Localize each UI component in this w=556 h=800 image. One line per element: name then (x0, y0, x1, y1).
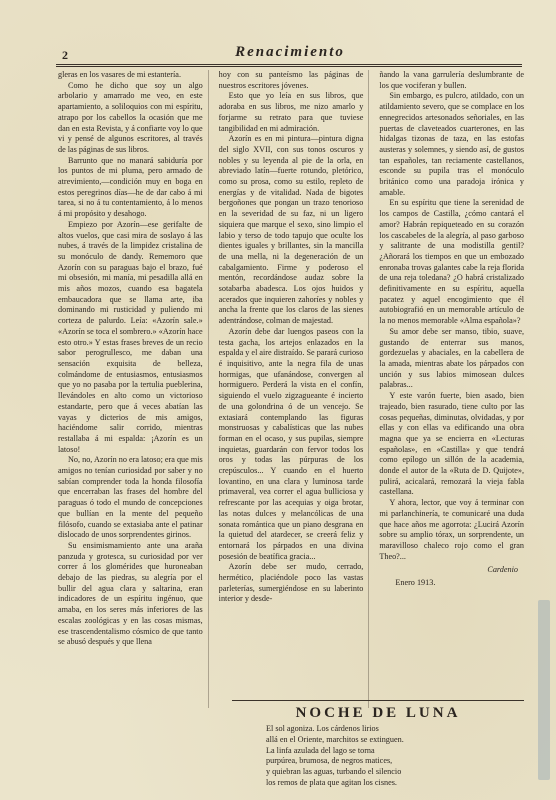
archive-stamp-mark (538, 600, 550, 780)
paragraph: Sin embargo, es pulcro, atildado, con un atildamiento severo, que se complace en los ennegrecidos artesonados señoriales, en las puertas de claveteados cuarterones, en las hidalgas tizonas de taza, en las estofas austeras y solemnes, y siendo así, de gustos tan españoles, tan reciamente castellanos, esconde su pupila tras el monóculo británico como una paradoja irónica y amable. (379, 91, 525, 197)
poem-lines (232, 724, 524, 789)
poem-line: El sol agoniza. Los cárdenos lirios (266, 724, 379, 733)
paragraph: Como he dicho que soy un algo arbolario y amarrado me veo, en este apartamiento, a soliloquios con mi espíritu, atrapo por los cabellos la ocasión que me dan en esta Revista, y á confiarte voy lo que vi y pensé de algunos escritores, al través de las páginas de sus libros. (58, 80, 203, 154)
paragraph: Esto que yo leía en sus libros, que adoraba en sus libros, me nizo amarlo y forjarme su retrato para que tuviese tangibilidad en mi admiración. (218, 91, 364, 133)
column-2 (219, 70, 370, 708)
poem-line: los remos de plata que agitan los cisnes. (266, 777, 397, 787)
article-date: Enero 1913. (395, 578, 436, 588)
paragraph: gleras en los vasares de mi estantería. (58, 70, 181, 79)
masthead-title: Renacimiento (235, 44, 345, 60)
paragraph: Su amor debe ser manso, tibio, suave, gustando de enterrar sus manos, gordezuelas y abaciales, en la cabellera de la amada, mientras abate los párpados con unción y sus labios mimosean dulces palabras... (379, 326, 525, 390)
paragraph: Empiezo por Azorín—ese gerifalte de altos vuelos, que casi mira de soslayo á las nubes, á través de la limpidez cristalina de su monóculo de dandy. Rememoro que Azorín con su paraguas bajo el brazo, fué mi obsesión, mi manía, mi pesadilla allá en mis años mozos, cuando esa bagatela embaucadora que se llama arte, iba dominando mi rusticidad y puliendo mi corteza de palurdo. Leía: «Azorín sale.» «Azorín se toca el sombrero.» «Azorín hace esto otro.» Y estas frases breves de un recio sabor perogrullesco, me daban una sensación exquisita de belleza, colmándome de entusiasmos, entusiasmos que yo no pasaba por la tertulia pueblerina, llevándoles en alto como un victorioso estandarte, pero que á veces abatían las vayas y dicterios de mis amigos, haciéndome salir corrido, mientras restallaba á mi espalda: ¡Azorín es un latoso! (58, 219, 203, 454)
column-3 (379, 70, 524, 708)
header-rule-double (56, 66, 522, 67)
paragraph: Barrunto que no manará sabiduría por los puntos de mi pluma, pero armado de atrevimiento,—condición muy en boga en estos peregrinos días—he de dar cabo á mi tarea, si no á tu contentamiento, á lo menos á mi propósito y desahogo. (58, 155, 203, 219)
poem-title: NOCHE DE LUNA (295, 705, 461, 721)
paragraph: No, no, Azorín no era latoso; era que mis amigos no tenían curiosidad por saber y no sabían comprender toda la honda filosofía que encerraban las frases del hombre del paraguas ó todo el mundo de concepciones que bullían en la mente del pequeño filósofo, cuando se extasiaba ante el patinar dislocado de unos sorprendentes girinos. (58, 455, 203, 540)
paragraph: Azorín es en mi pintura—pintura digna del siglo XVII, con sus tonos oscuros y nobles y su leyenda al pie de la orla, en abreviado latín—fuerte rotundo, pletórico, como su prosa, como su estilo, repleto de energías y de vitalidad. Nada de bigotes bergoñones que pongan un trazo tenorioso en la severidad de su faz, ni un ligero siquiera que marque el sexo, sino limpio el labio y terso de todo tapujo que oculte los dientes iguales y brillantes, sin la mancilla de una mella, ni la degeneración de un cabalgamiento. Firme y poderoso el mentón, recordándose audaz sobre la sotabarba abadesca. Los ojos huidos y acerados que inquieren zahoríes y nobles y ancha la frente que los claros de las sienes adentrándose, colman de majestad. (218, 134, 364, 326)
header-rule (56, 64, 522, 65)
paragraph: Su ensimismamiento ante una araña panzuda y grotesca, su curiosidad por ver correr á los glomérides que huroneaban debajo de las piedras, su alegría por el bullir del agua clara y saltarina, eran indicadores de un espíritu ingénuo, que amaba, en los seres más inferiores de las escalas zoológicas y en las cosas mismas, ese trascendentalismo cósmico de que tanto se abusó después y que llena (58, 540, 203, 647)
page-number: 2 (62, 48, 68, 62)
author-signature: Cardenio (487, 565, 519, 575)
paragraph: Azorín debe ser mudo, cerrado, hermético, placiéndole poco las vastas parleterías, sumergiéndose en su laberinto interior y desde- (218, 562, 364, 604)
poem-line: y quiebran las aguas, turbando el silencio (266, 767, 402, 777)
paragraph: ñando la vana garrulería deslumbrante de los que vociferan y bullen. (379, 70, 525, 90)
paragraph: Y este varón fuerte, bien asado, bien trajeado, bien rasurado, tiene culto por las cosas pequeñas, diminutas, olvidadas, y por ellas y con ellas va edificando una obra magna que ya se encierra en «Lecturas españolas», en «Castilla» y que tendrá como epílogo un sillón de la academia, donde el autor de la «Ruta de D. Quijote», pulirá, acicalará, remozará la vieja fabla castellana. (379, 391, 525, 497)
paragraph: hoy con su panteísmo las páginas de nuestros escritores jóvenes. (218, 70, 364, 90)
poem-line: purpúrea, brumosa, de negros matices, (266, 756, 393, 766)
poem-line: allá en el Oriente, marchitos se extinguen. (266, 734, 404, 744)
poem-line: La linfa azulada del lago se torna (266, 745, 375, 755)
column-1 (58, 70, 209, 708)
paragraph: En su espíritu que tiene la serenidad de los campos de Castilla, ¿cómo cantará el amor? Habrán repiqueteado en su corazón los cascabeles de la alegría, al paso garboso y salitrante de una modistilla gentil? ¿Añorará los tiempos en que un embozado enronaba trovas galantes cabe la reja florida de una reja toledana? ¿O habrá cristalizado definitivamente en su espíritu, aquella pacatez y aquel encogimiento que él autobiografió en un memorable artículo de la no menos memorable «Alma española»? (379, 198, 525, 326)
poem-section (232, 700, 524, 791)
paragraph: Azorín debe dar luengos paseos con la testa gacha, los artejos enlazados en la espalda y el aire distraído. Se parará curioso é inquisitivo, ante la negra fila de unas hormigas, que ufanándose, convergen al hormiguero. Perderá la vista en el confín, siguiendo el vuelo zigzagueante é incierto de una golondrina ó de un vencejo. Se extasiará contemplando las figuras monstruosas y cabalísticas que las nubes forman en el ocaso, y sus pupilas, siempre inquietas, guardarán con fervor todos los oros y todas las púrpuras de los crepúsculos... Y cuando en el huerto lovantino, en una clara y luminosa tarde primaveral, vea correr el agua bulliciosa y refrescante por las acequias y oiga brotar, las notas dulces y melancólicas de una sonata romántica que un piano desgrana en la quietud del atardecer, se creerá feliz y entornará los párpados en una divina posesión de beatífica gracia... (218, 326, 364, 561)
article-columns (58, 70, 524, 708)
paragraph: Y ahora, lector, que voy á terminar con mi parlanchinería, te comunicaré una duda que hace años me agorrota: ¿Lucirá Azorín sobre su amplio tórax, un sorprendente, un maravilloso chaleco rojo como el gran Theo?... (379, 498, 525, 561)
